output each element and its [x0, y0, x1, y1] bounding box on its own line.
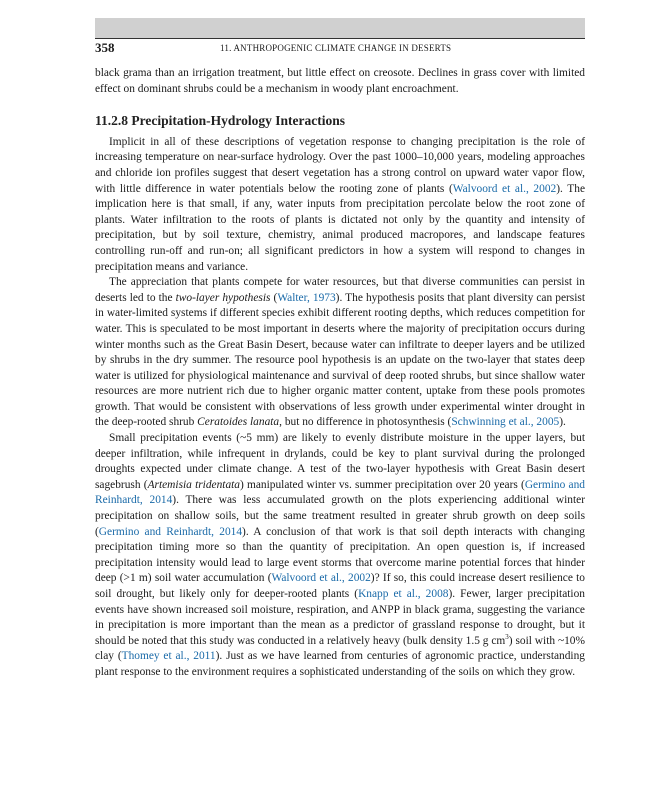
text: Small precipitation events (~5 mm) are likely to evenly distribute moisture in the upper layers, but deeper infiltration, while infrequent in drylands, could be key to plant survival during the prolonged droughts expected under climate change. A test of the two-layer hypothesis with Great Basin desert sagebrush ( [95, 432, 585, 491]
text: )? If so, this could increase desert resilience to soil drought, but likely only for deeper-rooted plants ( [95, 572, 585, 600]
citation-link[interactable]: Walvoord et al., 2002 [452, 182, 557, 195]
section-heading [95, 113, 585, 129]
citation-link[interactable]: Walter, 1973 [277, 291, 336, 304]
citation-link[interactable]: Thomey et al., 2011 [121, 650, 216, 663]
text: ). There was less accumulated growth on the plots experiencing additional winter precipitation on shallow soils, but the same treatment resulted in greater shrub growth on deep soils ( [95, 494, 585, 538]
text: ). The implication here is that small, if any, water inputs from precipitation percolate below the root zone of plants. Water infiltration to the roots of plants is dictated not only by the quantity and intensity of precipitation, but by soil texture, chemistry, animal produced macropores, and landscape features controlling run-off and run-on; all significant predictors in how a system will respond to changes in precipitation means and variance. [95, 182, 585, 273]
paragraph-small-events [95, 431, 585, 681]
text: Implicit in all of these descriptions of vegetation response to changing precipitation is the role of increasing temperature on near-surface hydrology. Over the past 1000–10,000 years, modeling approaches and chloride ion profiles suggest that desert vegetation has a strong control on upward water vapor flow, with little difference in water potentials below the rooting zone of plants ( [95, 135, 585, 195]
text: ) manipulated winter vs. summer precipitation over 20 years ( [240, 478, 525, 491]
page-number: 358 [95, 40, 115, 55]
text: ). A conclusion of that work is that soil depth interacts with changing precipitation timing more so than the quantity of precipitation. An open question is, if increased precipitation intensity would lead to large event storms that overcome marine potential forces that hinder deep (>1 m) soil water accumulation ( [95, 525, 585, 585]
text: The appreciation that plants compete for water resources, but that diverse communities can persist in deserts led to the [95, 276, 585, 304]
section-title: Precipitation-Hydrology Interactions [131, 113, 345, 129]
term: two-layer hypothesis [175, 291, 271, 304]
text: ). Just as we have learned from centuries of agronomic practice, understanding plant response to the environment requires a sophisticated understanding of the soils on which they grow. [95, 650, 585, 678]
text: ) soil with ~10% clay ( [95, 634, 585, 663]
paragraph-hydrology [95, 135, 585, 275]
citation-link[interactable]: Schwinning et al., 2005 [451, 416, 560, 429]
species-name: Ceratoides lanata [197, 416, 280, 429]
citation-link[interactable]: Walvoord et al., 2002 [271, 572, 371, 585]
running-head: 11. ANTHROPOGENIC CLIMATE CHANGE IN DESERTS [220, 43, 452, 53]
header-band [95, 18, 585, 38]
citation-link[interactable]: Germino and Reinhardt, 2014 [95, 478, 585, 507]
section-number: 11.2.8 [95, 113, 129, 129]
header-rule [95, 38, 585, 39]
superscript: 3 [505, 632, 509, 641]
text: , but no difference in photosynthesis ( [279, 416, 452, 429]
text: ). [559, 416, 566, 429]
text: ). The hypothesis posits that plant diversity can persist in water-limited systems if different species exhibit different rooting depths, which reduces competition for water. This is speculated to be most important in deserts where the majority of precipitation occurs during winter months such as the Great Basin Desert, because water can infiltrate to deeper layers and be utilized by shrubs in the dry summer. The resource pool hypothesis is an update on the two-layer that states deep water is utilized for physiological maintenance and survival of deep rooted shrubs, but since shallow water resources are more nutrient rich due to higher organic matter content, uptake from these pools promotes growth. That would be consistent with observations of less growth under experimental winter drought in the deep-rooted shrub [95, 291, 585, 429]
citation-link[interactable]: Germino and Reinhardt, 2014 [98, 525, 243, 538]
text: ). Fewer, larger precipitation events have shown increased soil moisture, respiration, and ANPP in black grama, suggesting the variance in precipitation is more important than the mean as a predictor of grassland response to drought, but it should be noted that this study was conducted in a relatively heavy (bulk density 1.5 g cm [95, 588, 585, 647]
species-name: Artemisia tridentata [147, 478, 240, 491]
text: ( [270, 291, 278, 304]
paragraph-two-layer [95, 275, 585, 431]
citation-link[interactable]: Knapp et al., 2008 [358, 588, 449, 600]
page-body [95, 66, 585, 681]
intro-paragraph: black grama than an irrigation treatment, but little effect on creosote. Declines in grass cover with limited effect on dominant shrubs could be a mechanism in woody plant encroachment. [95, 67, 585, 95]
